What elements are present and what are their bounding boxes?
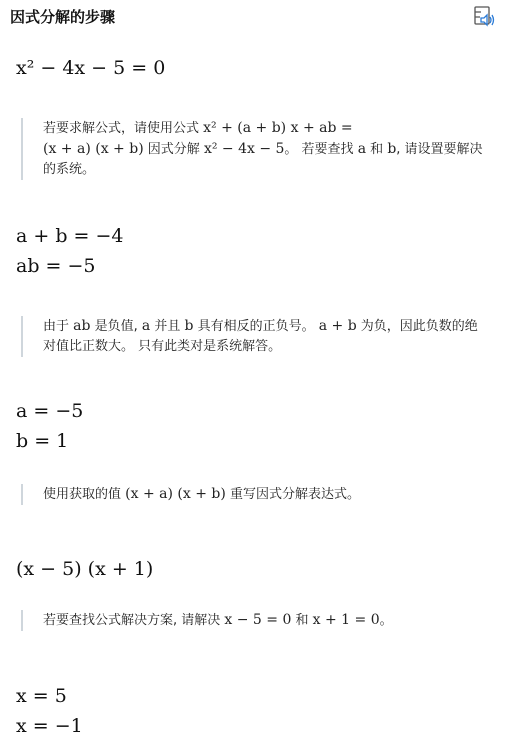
equation: x² − 4x − 5 = 0 [16, 57, 166, 79]
math-inline: a + b [318, 318, 357, 334]
math-inline: b [184, 318, 194, 334]
note-rewrite [21, 484, 488, 505]
note-text: 由于 [43, 319, 74, 334]
math-inline: x + 1 = 0 [312, 612, 380, 628]
answer-1: x = 5 [16, 685, 67, 707]
note-text: 重写因式分解表达式。 [225, 487, 360, 502]
note-text: 是负值, [90, 319, 142, 334]
math-inline: x − 5 = 0 [224, 612, 292, 628]
note-text: 。 若要查找 [284, 142, 358, 157]
note-text: 具有相反的正负号。 [193, 319, 319, 334]
note-text: 并且 [150, 319, 185, 334]
read-aloud-button[interactable] [472, 4, 498, 30]
page-title: 因式分解的步骤 [10, 8, 116, 26]
note-text: 若要求解公式，请使用公式 [43, 121, 204, 136]
note-text: 使用获取的值 [43, 487, 126, 502]
note-text: 若要查找公式解决方案, 请解决 [43, 613, 225, 628]
note-text: 和 [291, 613, 313, 628]
solution-a: a = −5 [16, 400, 84, 422]
note-text: 。 [379, 613, 393, 628]
math-inline: (x + a) (x + b) [125, 486, 226, 502]
math-inline: b [387, 141, 397, 157]
read-aloud-icon [472, 4, 498, 30]
math-inline: (x + a) (x + b) [43, 141, 144, 157]
factored-expression: (x − 5) (x + 1) [16, 558, 154, 580]
note-formula [21, 118, 488, 180]
math-inline: a [357, 141, 367, 157]
math-inline: x² + (a + b) x + ab = [203, 120, 353, 136]
math-inline: x² − 4x − 5 [203, 141, 285, 157]
note-text: 因式分解 [143, 142, 204, 157]
system-line-1: a + b = −4 [16, 225, 124, 247]
note-solve [21, 610, 488, 631]
steps-header [10, 6, 500, 28]
math-inline: ab [73, 318, 91, 334]
math-inline: a [141, 318, 151, 334]
answer-2: x = −1 [16, 715, 83, 737]
solution-b: b = 1 [16, 430, 69, 452]
note-sign [21, 316, 488, 357]
note-text: 为负，因此负数的绝对值比正数大。 只有此类对是系统解答。 [43, 319, 478, 354]
note-text: 和 [366, 142, 388, 157]
note-text: , 请设置要解决的系统。 [43, 142, 483, 177]
system-line-2: ab = −5 [16, 255, 96, 277]
